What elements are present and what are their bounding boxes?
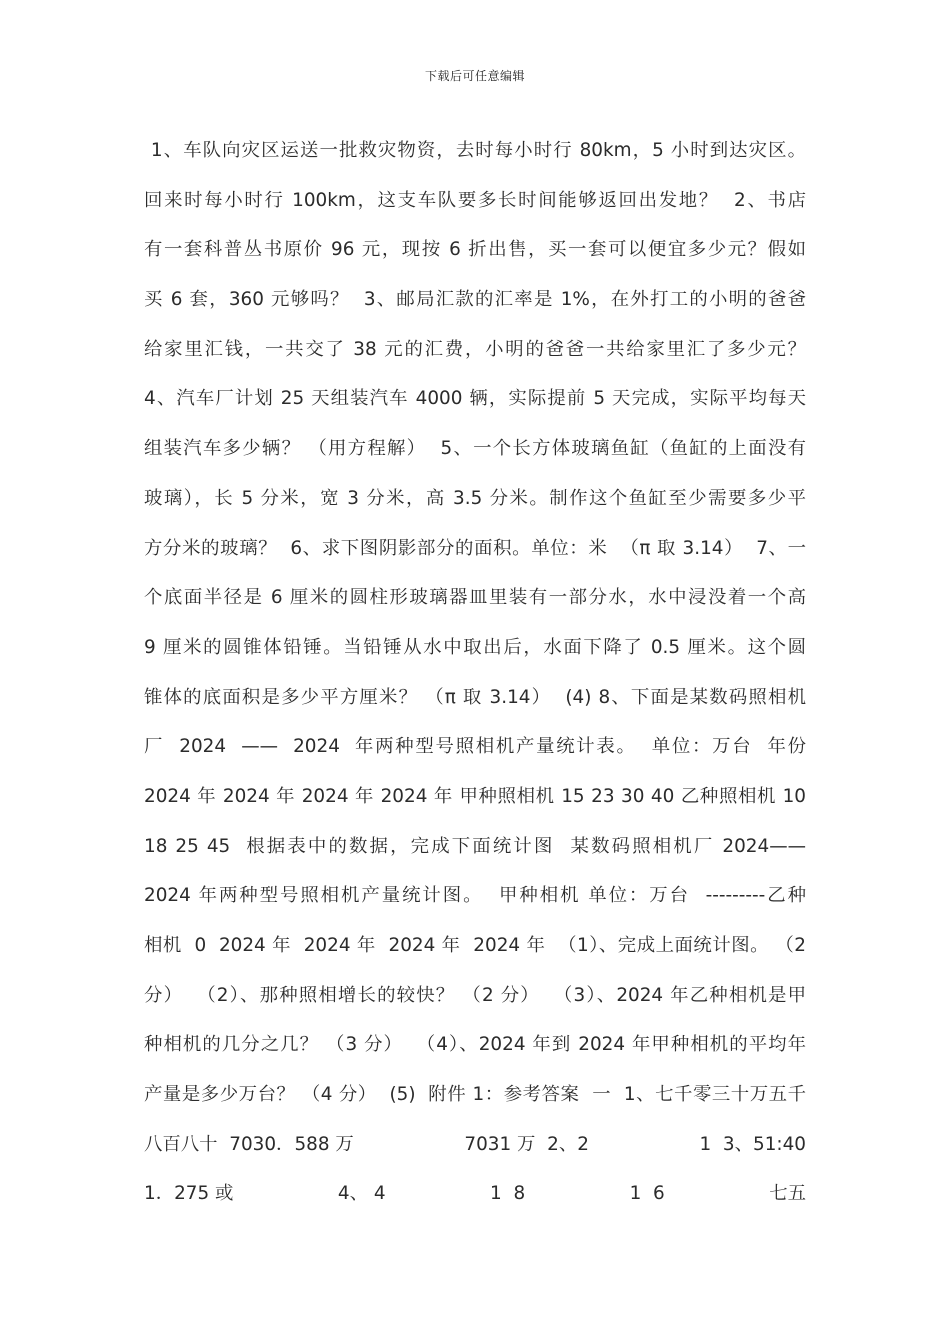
text-line (144, 233, 806, 283)
text-segment: 1 3、51:40 (699, 1133, 806, 1155)
text-line (144, 730, 806, 780)
text-line (144, 681, 806, 731)
text-segment: 组装汽车多少辆？ （用方程解） 5、一个长方体玻璃鱼缸（鱼缸的上面没有 (144, 438, 806, 460)
text-segment: 2024 年两种型号照相机产量统计图。 甲种相机 单位：万台 ---------乙种 (144, 885, 806, 907)
text-line (144, 631, 806, 681)
text-segment: 锥体的底面积是多少平方厘米？ （π 取 3.14） (4) 8、下面是某数码照相机 (144, 686, 806, 708)
text-segment: 方分米的玻璃？ 6、求下图阴影部分的面积。单位：米 （π 取 3.14） 7、一 (144, 537, 806, 559)
text-segment: 4、 4 (337, 1183, 386, 1205)
text-line (144, 184, 806, 234)
text-segment: 八百八十 7030．588 万 (144, 1133, 354, 1155)
text-segment: 18 25 45 根据表中的数据，完成下面统计图 某数码照相机厂 2024—— (144, 835, 806, 857)
text-segment: 7031 万 2、2 (464, 1133, 589, 1155)
text-line (144, 532, 806, 582)
text-line (144, 929, 806, 979)
text-segment: 买 6 套，360 元够吗？ 3、邮局汇款的汇率是 1%，在外打工的小明的爸爸 (144, 289, 806, 311)
text-line (144, 780, 806, 830)
text-segment: 9 厘米的圆锥体铅锤。当铅锤从水中取出后，水面下降了 0.5 厘米。这个圆 (144, 636, 806, 658)
text-line (144, 830, 806, 880)
text-segment: 厂 2024 —— 2024 年两种型号照相机产量统计表。 单位：万台 年份 (144, 736, 806, 758)
text-line (144, 1028, 806, 1078)
text-line (144, 283, 806, 333)
text-segment: 玻璃），长 5 分米，宽 3 分米，高 3.5 分米。制作这个鱼缸至少需要多少平 (144, 487, 806, 509)
text-segment: 个底面半径是 6 厘米的圆柱形玻璃器皿里装有一部分水，水中浸没着一个高 (144, 587, 806, 609)
text-segment: 1 8 (490, 1183, 526, 1205)
text-segment: 分） （2）、那种照相增长的较快？ （2 分） （3）、2024 年乙种相机是甲 (144, 984, 806, 1006)
text-segment: 1．275 或 (144, 1183, 234, 1205)
text-line (144, 979, 806, 1029)
text-segment: 回来时每小时行 100km，这支车队要多长时间能够返回出发地？ 2、书店 (144, 189, 806, 211)
text-line (144, 879, 806, 929)
text-segment: 1 6 (629, 1183, 665, 1205)
text-segment: 产量是多少万台？ （4 分） (5) 附件 1：参考答案 一 1、七千零三十万五千 (144, 1084, 806, 1106)
text-line (144, 1078, 806, 1128)
text-segment: 4、汽车厂计划 25 天组装汽车 4000 辆，实际提前 5 天完成，实际平均每天 (144, 388, 806, 410)
text-line (144, 581, 806, 631)
text-segment: 七五 (769, 1183, 806, 1205)
text-line (144, 1177, 806, 1227)
text-line (144, 1128, 806, 1178)
text-line (144, 382, 806, 432)
text-line (144, 432, 806, 482)
document-body (144, 134, 806, 1227)
text-segment: 相机 0 2024 年 2024 年 2024 年 2024 年 （1）、完成上面统计图。 （2 (144, 935, 806, 956)
text-segment: 2024 年 2024 年 2024 年 2024 年 甲种照相机 15 23 30 40 乙种照相机 10 (144, 785, 806, 807)
text-segment: 有一套科普丛书原价 96 元，现按 6 折出售，买一套可以便宜多少元？假如 (144, 239, 806, 261)
page-header: 下载后可任意编辑 (424, 69, 525, 83)
text-line (144, 482, 806, 532)
text-line (144, 333, 806, 383)
text-segment: 种相机的几分之几？ （3 分） （4）、2024 年到 2024 年甲种相机的平均年 (144, 1034, 806, 1056)
text-segment: 给家里汇钱，一共交了 38 元的汇费，小明的爸爸一共给家里汇了多少元？ (144, 338, 806, 360)
text-segment: 1、车队向灾区运送一批救灾物资，去时每小时行 80km，5 小时到达灾区。 (144, 140, 806, 161)
text-line (144, 134, 806, 184)
